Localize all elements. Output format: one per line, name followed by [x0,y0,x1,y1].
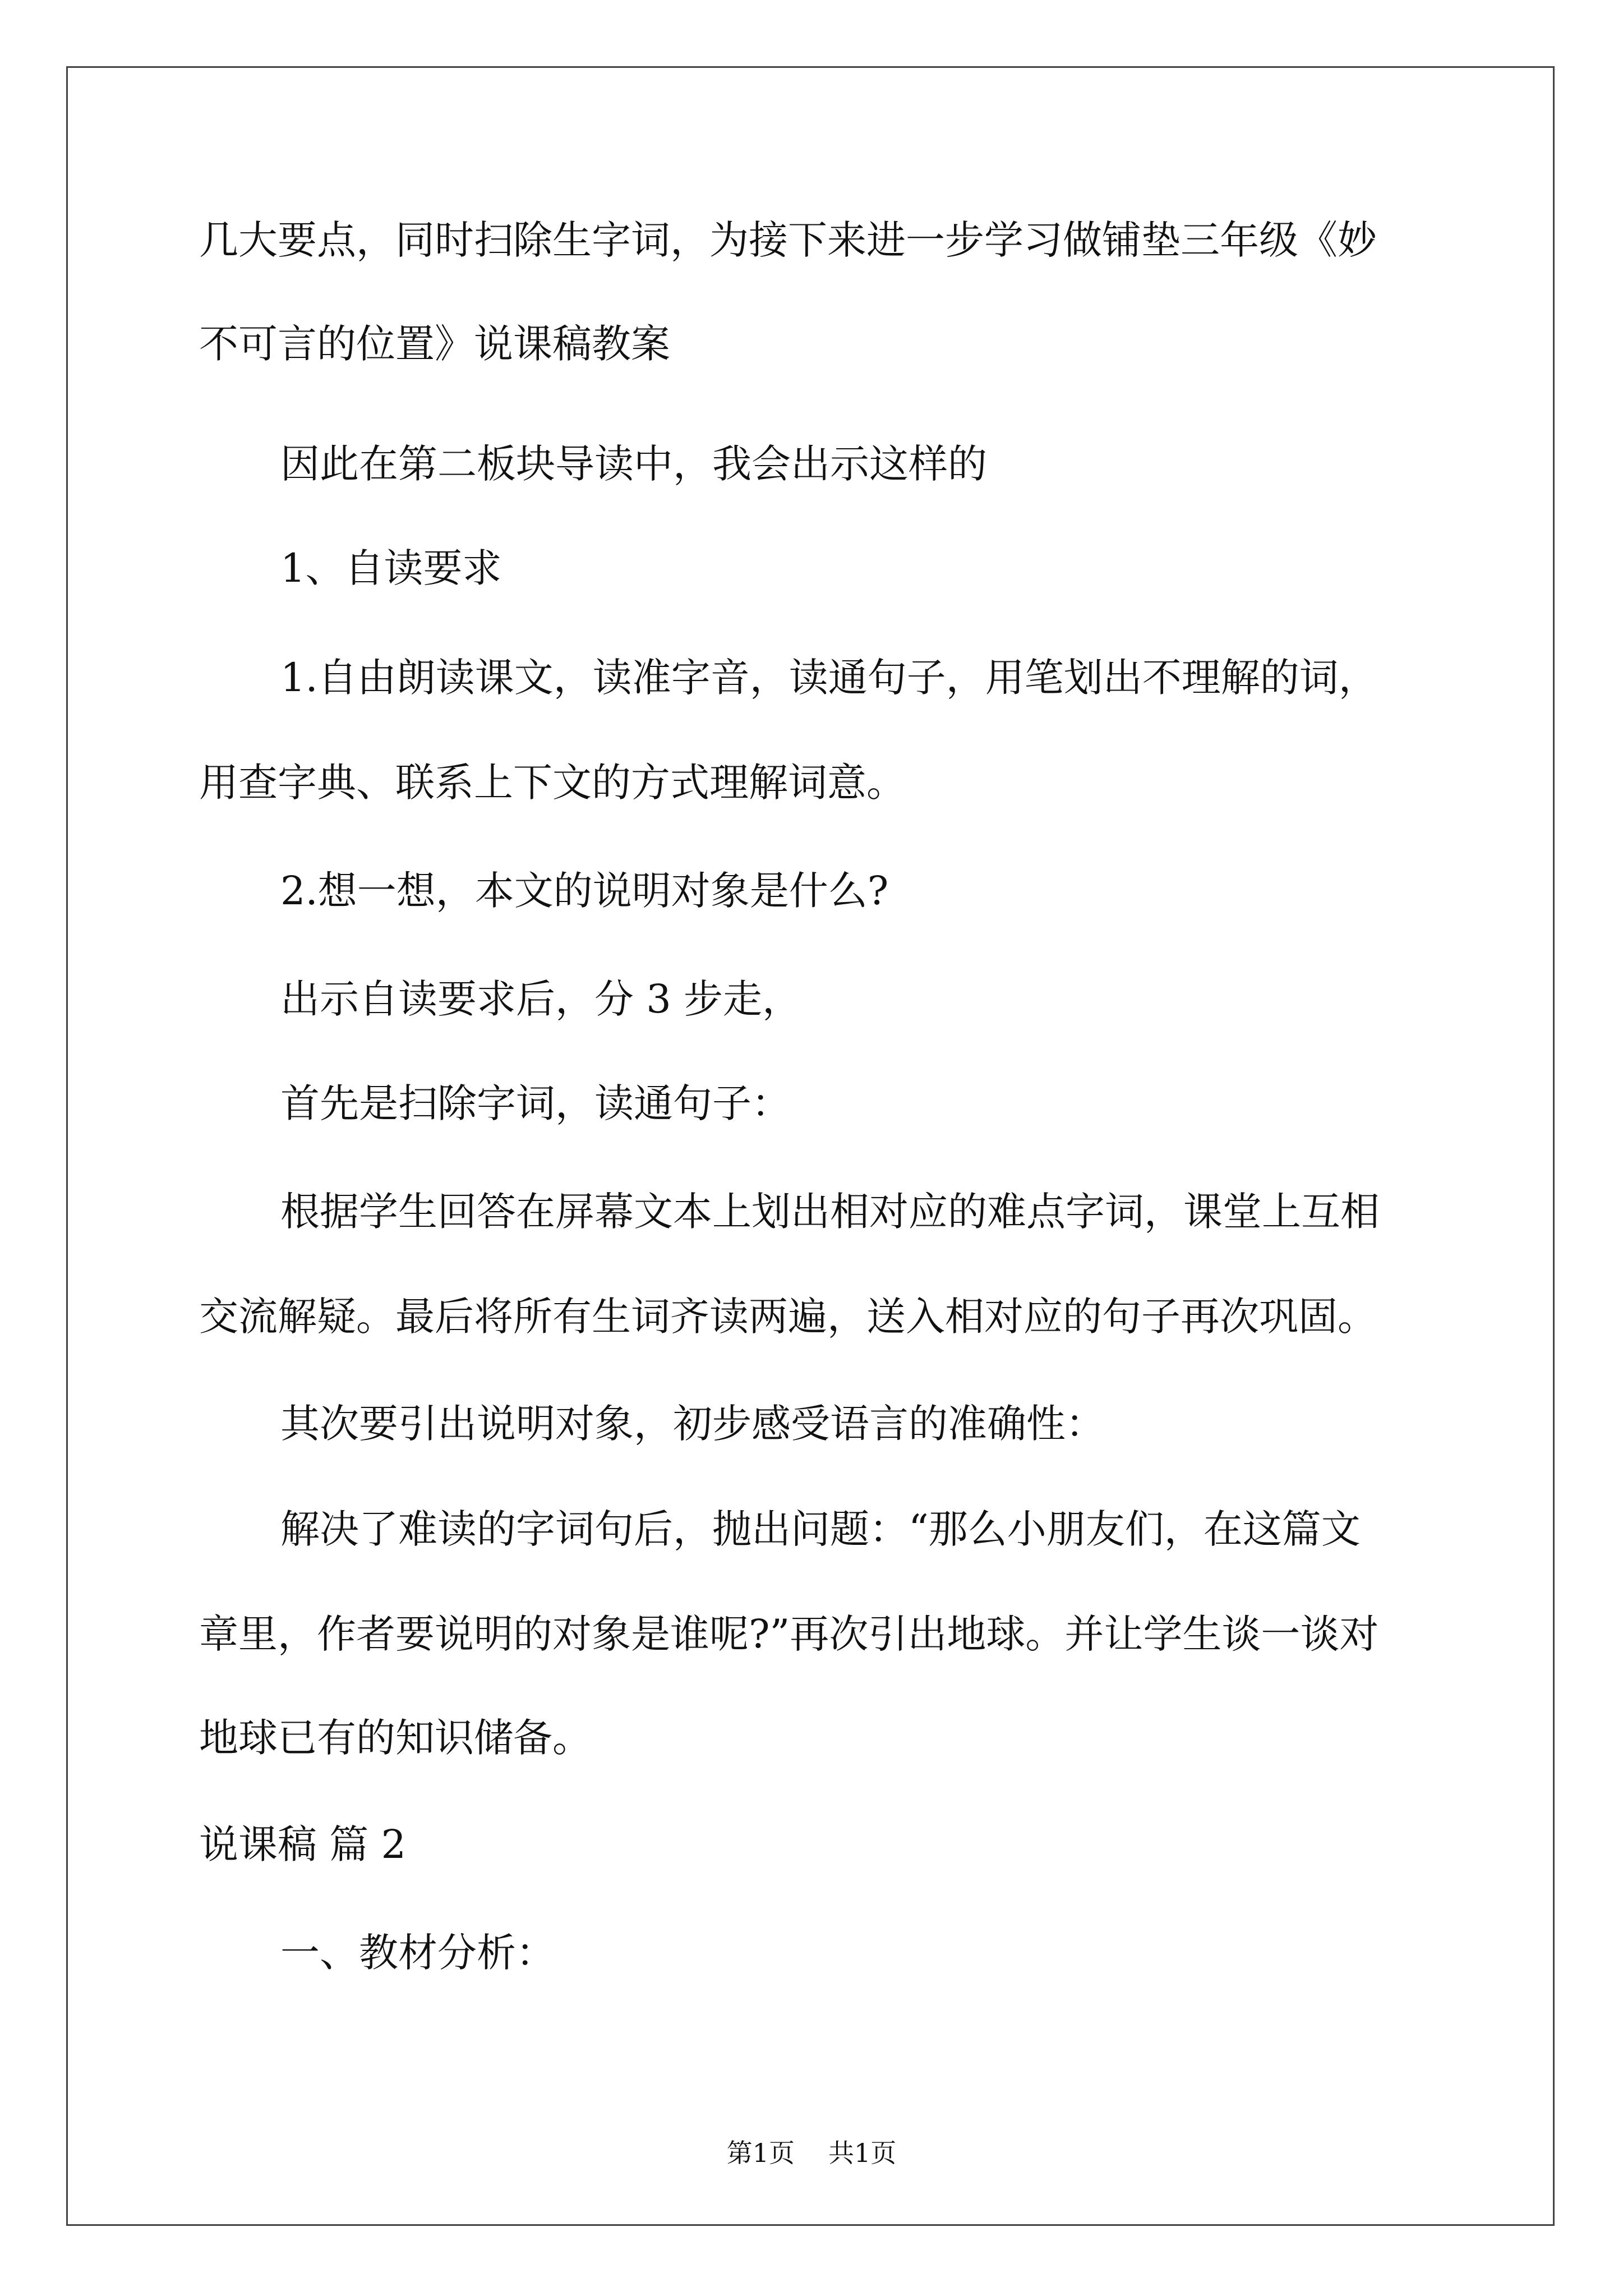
text-line: 根据学生回答在屏幕文本上划出相对应的难点字词，课堂上互相 [280,1189,1380,1235]
text-line: 地球已有的知识储备。 [199,1715,592,1761]
page-footer [0,2136,1623,2170]
text-line: 首先是扫除字词，读通句子： [280,1080,791,1126]
text-line: 几大要点，同时扫除生字词，为接下来进一步学习做铺垫三年级《妙 [199,217,1377,263]
text-line: 用查字典、联系上下文的方式理解词意。 [199,760,906,806]
section-heading: 说课稿 篇 2 [199,1821,407,1867]
section-heading: 1、自读要求 [280,545,502,591]
text-line: 章里，作者要说明的对象是谁呢?”再次引出地球。并让学生谈一谈对 [199,1611,1379,1657]
text-line: 不可言的位置》说课稿教案 [199,321,670,367]
text-line: 交流解疑。最后将所有生词齐读两遍，送入相对应的句子再次巩固。 [199,1294,1377,1340]
text-line: 其次要引出说明对象，初步感受语言的准确性： [280,1401,1105,1447]
page-number: 第1页 [726,2138,795,2168]
section-heading: 一、教材分析： [280,1930,555,1976]
text-line: 出示自读要求后，分 3 步走， [280,976,802,1022]
page-border [66,66,1555,2226]
text-line: 因此在第二板块导读中，我会出示这样的 [280,441,987,487]
text-line: 1.自由朗读课文，读准字音，读通句子，用笔划出不理解的词， [280,655,1378,701]
text-line: 2.想一想，本文的说明对象是什么? [280,868,889,914]
text-line: 解决了难读的字词句后，抛出问题：“那么小朋友们，在这篇文 [280,1506,1361,1552]
page-total: 共1页 [828,2138,897,2168]
